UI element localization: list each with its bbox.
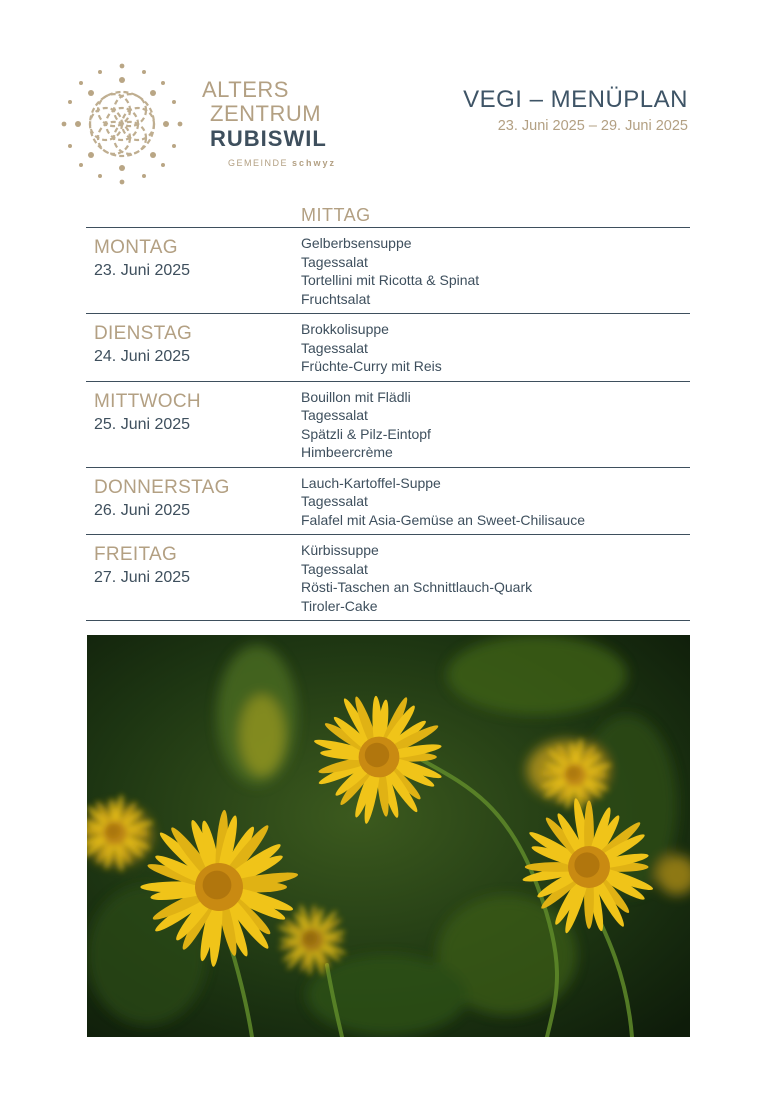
dish-item: Lauch-Kartoffel-Suppe (301, 474, 441, 491)
dish-item: Kürbissuppe (301, 542, 379, 558)
dish-item: Falafel mit Asia-Gemüse an Sweet-Chilisauce (301, 511, 586, 528)
day-row-tuesday (86, 314, 690, 382)
dish-list (301, 541, 690, 615)
day-name: MONTAG (94, 237, 178, 258)
dish-list (301, 320, 690, 376)
dish-item: Tagessalat (301, 560, 368, 577)
dish-item: Brokkolisuppe (301, 321, 389, 337)
day-cell (86, 474, 301, 530)
yellow-daisies-photo (87, 635, 690, 1037)
flower-center-shade (303, 931, 317, 945)
flower-center-shade (566, 766, 580, 780)
page-title: VEGI – MENÜPLAN (463, 86, 688, 113)
day-row-monday (86, 228, 690, 314)
dish-item: Früchte-Curry mit Reis (301, 358, 442, 374)
flower-center-shade (203, 871, 232, 900)
logo-wordmark (202, 78, 336, 168)
day-name: FREITAG (94, 544, 178, 565)
day-cell (86, 541, 301, 615)
logo-line-alters: ALTERS (202, 77, 289, 102)
day-name: DONNERSTAG (94, 476, 230, 498)
dish-list (301, 234, 690, 308)
day-row-friday (86, 535, 690, 621)
flower-center-shade (574, 852, 599, 877)
day-date: 25. Juni 2025 (94, 415, 191, 433)
dish-item: Tagessalat (301, 253, 368, 270)
dish-item: Rösti-Taschen an Schnittlauch-Quark (301, 579, 533, 595)
dish-item: Bouillon mit Flädli (301, 388, 411, 405)
dish-item: Tagessalat (301, 493, 368, 509)
dish-item: Tagessalat (301, 339, 368, 356)
dish-list (301, 388, 690, 462)
day-date: 26. Juni 2025 (94, 501, 191, 519)
day-date: 27. Juni 2025 (94, 569, 191, 586)
column-heading-mittag: MITTAG (301, 205, 371, 225)
day-cell (86, 320, 301, 376)
day-name: MITTWOCH (94, 390, 201, 412)
logo (56, 58, 356, 193)
dish-item: Tagessalat (301, 407, 368, 423)
day-date: 24. Juni 2025 (94, 348, 191, 365)
logo-line-zentrum: ZENTRUM (210, 101, 322, 126)
day-cell (86, 234, 301, 308)
flower-center-shade (106, 824, 120, 838)
dish-item: Himbeercrème (301, 444, 393, 460)
gemeinde-label: GEMEINDE (228, 158, 289, 168)
dish-item: Tiroler-Cake (301, 597, 378, 614)
flower-illustration (87, 635, 690, 1037)
dish-item: Tortellini mit Ricotta & Spinat (301, 272, 480, 288)
day-cell (86, 388, 301, 462)
day-row-wednesday (86, 382, 690, 468)
flower-of-life-logo-icon (56, 58, 188, 190)
dish-item: Spätzli & Pilz-Eintopf (301, 425, 431, 442)
menu-table (86, 204, 690, 621)
dish-item: Gelberbsensuppe (301, 235, 412, 251)
logo-gemeinde (202, 158, 336, 168)
day-row-thursday (86, 468, 690, 536)
day-name: DIENSTAG (94, 323, 193, 344)
day-date: 23. Juni 2025 (94, 262, 191, 279)
dish-list (301, 474, 690, 530)
flower-center-shade (365, 743, 389, 767)
dish-item: Fruchtsalat (301, 290, 371, 307)
gemeinde-name: schwyz (292, 158, 337, 168)
date-range: 23. Juni 2025 – 29. Juni 2025 (497, 118, 688, 134)
logo-line-rubiswil: RUBISWIL (210, 126, 327, 151)
